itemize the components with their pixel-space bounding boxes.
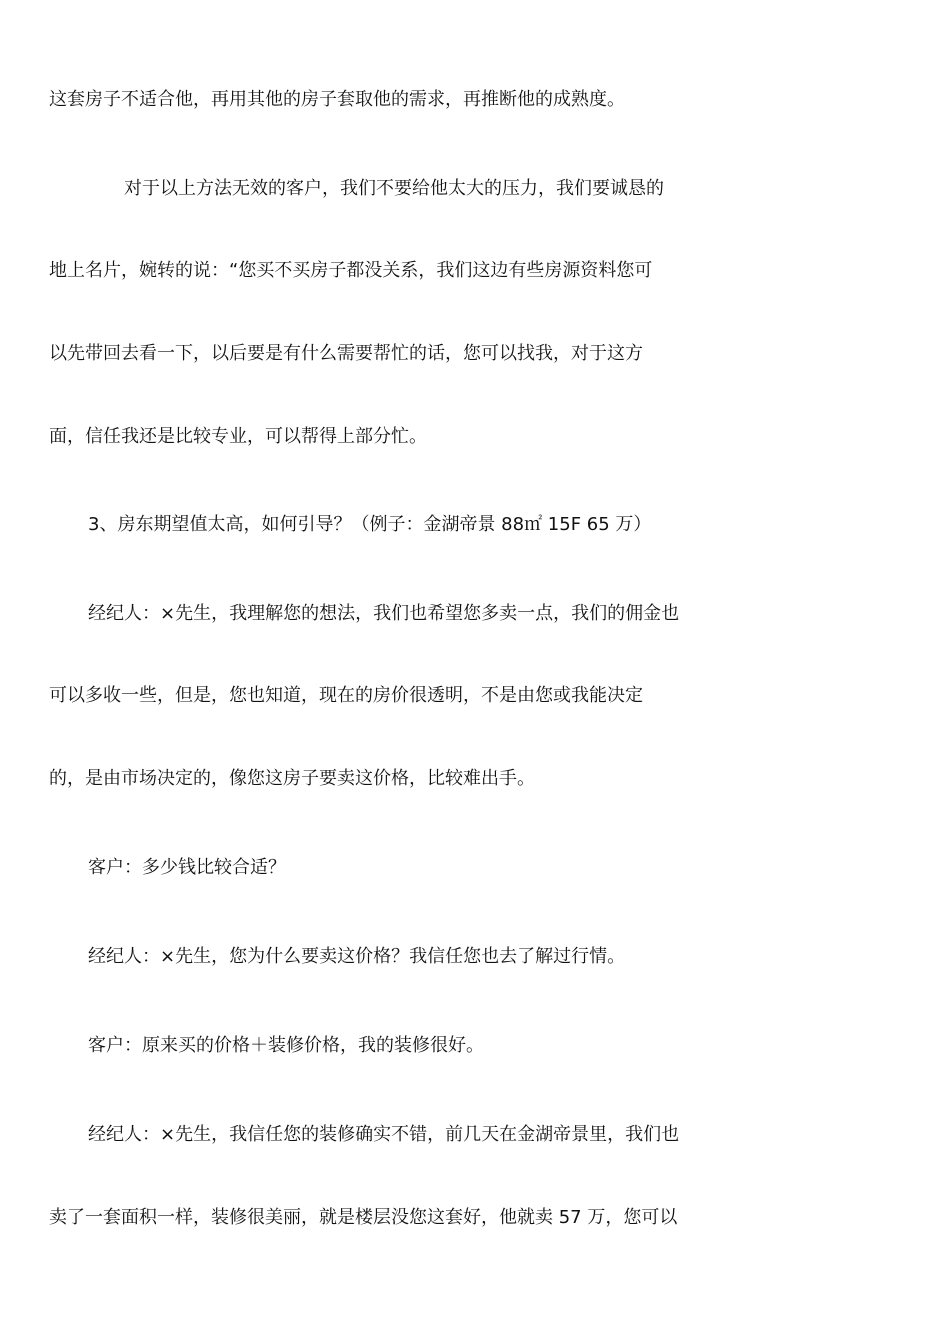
text-line: 经纪人：×先生，我理解您的想法，我们也希望您多卖一点，我们的佣金也 <box>88 603 680 624</box>
text-line: 地上名片，婉转的说：“您买不买房子都没关系，我们这边有些房源资料您可 <box>49 260 653 281</box>
section-heading: 3、房东期望值太高，如何引导？（例子：金湖帝景 88㎡ 15F 65 万） <box>88 514 652 535</box>
text-line: 客户：多少钱比较合适？ <box>88 857 286 878</box>
text-line: 卖了一套面积一样，装修很美丽，就是楼层没您这套好，他就卖 57 万，您可以 <box>49 1207 678 1228</box>
text-line: 面，信任我还是比较专业，可以帮得上部分忙。 <box>49 426 427 447</box>
text-line: 这套房子不适合他，再用其他的房子套取他的需求，再推断他的成熟度。 <box>49 89 625 110</box>
text-line: 对于以上方法无效的客户，我们不要给他太大的压力，我们要诚恳的 <box>124 178 664 199</box>
text-line: 以先带回去看一下，以后要是有什么需要帮忙的话，您可以找我，对于这方 <box>49 343 643 364</box>
text-line: 经纪人：×先生，您为什么要卖这价格？我信任您也去了解过行情。 <box>88 946 626 967</box>
text-line: 客户：原来买的价格＋装修价格，我的装修很好。 <box>88 1035 484 1056</box>
text-line: 经纪人：×先生，我信任您的装修确实不错，前几天在金湖帝景里，我们也 <box>88 1124 680 1145</box>
text-line: 可以多收一些，但是，您也知道，现在的房价很透明，不是由您或我能决定 <box>49 685 643 706</box>
text-line: 的，是由市场决定的，像您这房子要卖这价格，比较难出手。 <box>49 768 535 789</box>
